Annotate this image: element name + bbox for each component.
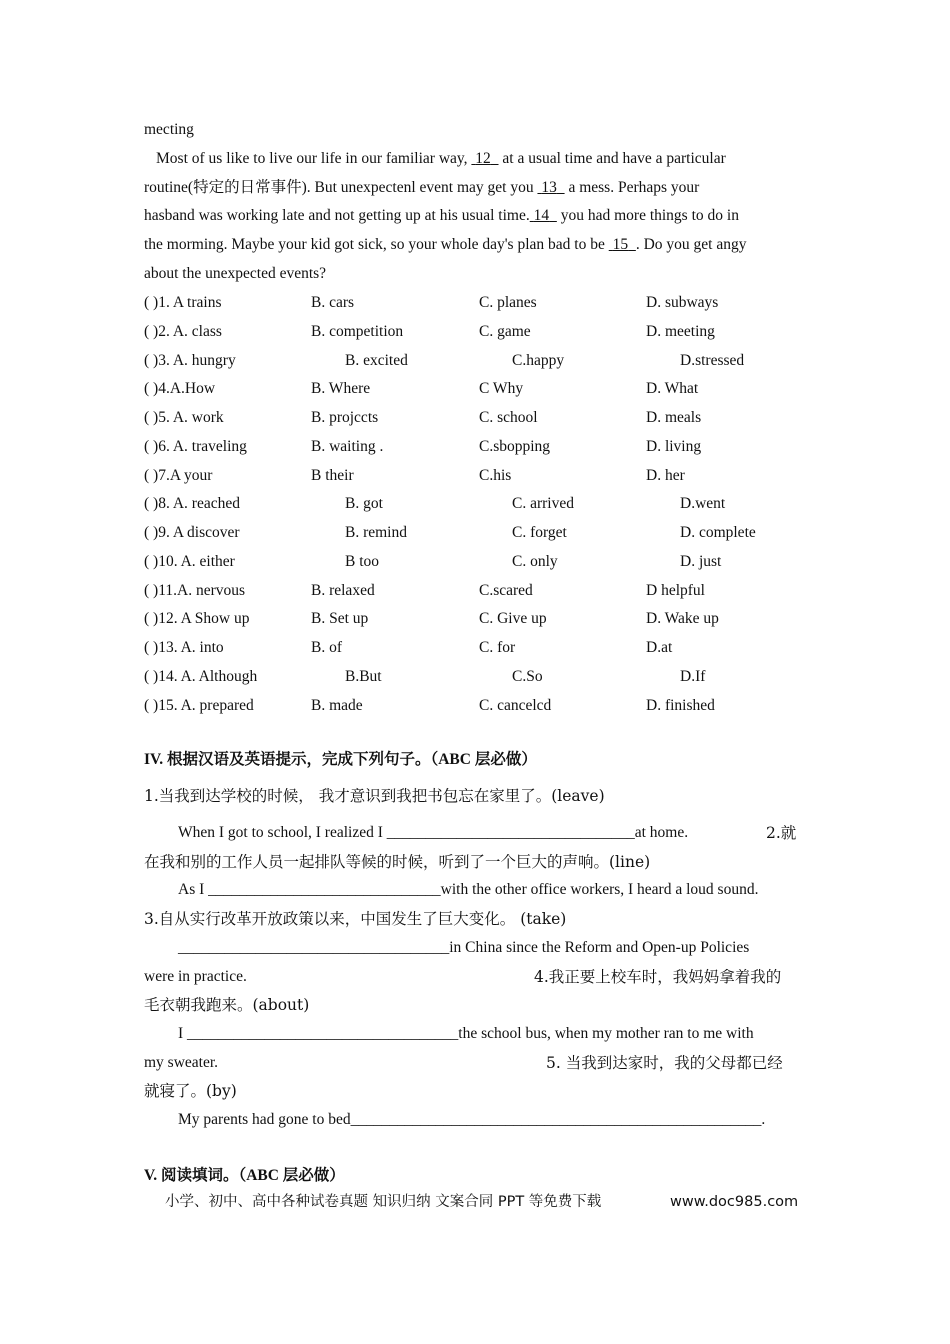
sentence-answer-line: I ___________________________________the school bus, when my mother ran to me with bbox=[178, 1025, 754, 1042]
option-c: C.sbopping bbox=[479, 437, 551, 455]
option-c: C.scared bbox=[479, 581, 533, 599]
sentence-prompt: 1.当我到达学校的时候， 我才意识到我把书包忘在家里了。(leave) bbox=[144, 787, 605, 805]
passage-line: hasband was working late and not getting up at his usual time. 14 you had more things to do in bbox=[144, 207, 739, 224]
sentence-answer-line: my sweater. bbox=[144, 1054, 219, 1071]
question-number-option-a: ( )2. A. class bbox=[144, 322, 222, 340]
option-c: C.happy bbox=[512, 351, 565, 369]
option-b: B. made bbox=[311, 696, 363, 714]
option-d: D. meals bbox=[646, 409, 702, 426]
option-c: C. forget bbox=[512, 524, 567, 541]
option-d: D.If bbox=[680, 667, 706, 685]
option-d: D. just bbox=[680, 552, 722, 570]
section-heading: V. 阅读填词。（ABC 层必做） bbox=[144, 1167, 345, 1184]
option-d: D.went bbox=[680, 495, 726, 513]
sentence-prompt: 毛衣朝我跑来。(about) bbox=[144, 996, 310, 1014]
question-number-option-a: ( )12. A Show up bbox=[144, 610, 250, 628]
option-c: C.his bbox=[479, 466, 512, 484]
option-b: B. remind bbox=[345, 524, 407, 541]
option-b: B. Set up bbox=[311, 610, 369, 628]
option-b: B. projccts bbox=[311, 409, 379, 426]
option-b: B. relaxed bbox=[311, 581, 375, 599]
sentence-prompt: 5. 当我到达家时，我的父母都已经 bbox=[546, 1054, 783, 1072]
option-b: B. waiting . bbox=[311, 437, 384, 455]
sentence-answer-line: ___________________________________in China since the Reform and Open-up Policies bbox=[178, 939, 750, 956]
question-number-option-a: ( )6. A. traveling bbox=[144, 437, 247, 455]
option-b: B.But bbox=[345, 667, 382, 685]
option-c: C Why bbox=[479, 380, 524, 398]
option-d: D helpful bbox=[646, 581, 705, 599]
option-d: D. finished bbox=[646, 696, 715, 714]
passage-line: Most of us like to live our life in our familiar way, 12 at a usual time and have a particular bbox=[156, 150, 726, 167]
option-d: D. living bbox=[646, 437, 702, 455]
footer-url: www.doc985.com bbox=[670, 1194, 799, 1210]
option-b: B too bbox=[345, 552, 380, 570]
question-number-option-a: ( )3. A. hungry bbox=[144, 351, 236, 369]
option-b: B. excited bbox=[345, 351, 408, 369]
sentence-answer-line: When I got to school, I realized I ________________________________at home. bbox=[178, 824, 689, 841]
sentence-prompt: 就寝了。(by) bbox=[144, 1082, 237, 1100]
option-d: D. meeting bbox=[646, 322, 715, 340]
option-d: D.at bbox=[646, 639, 673, 656]
question-number-option-a: ( )10. A. either bbox=[144, 552, 235, 570]
sentence-answer-line: As I ______________________________with the other office workers, I heard a loud sound. bbox=[178, 881, 759, 898]
option-c: C. arrived bbox=[512, 495, 574, 513]
question-number-option-a: ( )4.A.How bbox=[144, 380, 216, 398]
option-d: D.stressed bbox=[680, 351, 745, 369]
option-c: C. game bbox=[479, 322, 531, 340]
option-b: B. of bbox=[311, 639, 342, 656]
option-b: B. cars bbox=[311, 294, 355, 311]
question-number-option-a: ( )7.A your bbox=[144, 466, 213, 484]
sentence-prompt: 4.我正要上校车时，我妈妈拿着我的 bbox=[534, 968, 782, 986]
sentence-prompt: 2.就 bbox=[766, 824, 797, 842]
option-b: B their bbox=[311, 466, 354, 484]
question-number-option-a: ( )8. A. reached bbox=[144, 495, 240, 513]
footer-text: 小学、初中、高中各种试卷真题 知识归纳 文案合同 PPT 等免费下载 bbox=[165, 1194, 602, 1210]
question-number-option-a: ( )15. A. prepared bbox=[144, 696, 254, 714]
option-d: D. complete bbox=[680, 524, 756, 541]
option-b: B. competition bbox=[311, 322, 404, 340]
question-number-option-a: ( )1. A trains bbox=[144, 294, 222, 311]
passage-line: the morming. Maybe your kid got sick, so your whole day's plan bad to be 15 . Do you get angy bbox=[144, 236, 747, 253]
question-number-option-a: ( )13. A. into bbox=[144, 639, 224, 656]
section-heading: IV. 根据汉语及英语提示，完成下列句子。（ABC 层必做） bbox=[144, 751, 537, 768]
option-b: B. Where bbox=[311, 380, 371, 398]
passage-line: mecting bbox=[144, 121, 194, 138]
option-c: C. school bbox=[479, 409, 538, 426]
blank-13: 13 bbox=[541, 179, 557, 196]
sentence-prompt: 3.自从实行改革开放政策以来，中国发生了巨大变化。 (take) bbox=[144, 910, 567, 928]
question-number-option-a: ( )9. A discover bbox=[144, 524, 240, 541]
passage-line: routine(特定的日常事件). But unexpectenl event may get you 13 a mess. Perhaps your bbox=[144, 179, 700, 196]
passage-line: about the unexpected events? bbox=[144, 265, 327, 282]
option-b: B. got bbox=[345, 495, 383, 513]
option-d: D. subways bbox=[646, 294, 719, 311]
question-number-option-a: ( )14. A. Although bbox=[144, 667, 258, 685]
blank-14: 14 bbox=[533, 207, 550, 224]
option-c: C. planes bbox=[479, 294, 537, 311]
option-d: D. Wake up bbox=[646, 610, 719, 628]
option-c: C.So bbox=[512, 667, 543, 685]
question-number-option-a: ( )5. A. work bbox=[144, 409, 224, 426]
option-c: C. only bbox=[512, 552, 558, 570]
sentence-answer-line: My parents had gone to bed_____________________________________________________. bbox=[178, 1111, 766, 1128]
question-number-option-a: ( )11.A. nervous bbox=[144, 581, 246, 599]
sentence-prompt: 在我和别的工作人员一起排队等候的时候，听到了一个巨大的声响。(line) bbox=[144, 853, 651, 871]
option-c: C. for bbox=[479, 639, 516, 656]
blank-15: 15 bbox=[612, 236, 629, 253]
sentence-answer-line: were in practice. bbox=[144, 968, 247, 985]
option-c: C. Give up bbox=[479, 610, 547, 628]
blank-12: 12 bbox=[475, 150, 491, 167]
option-d: D. What bbox=[646, 380, 699, 398]
option-d: D. her bbox=[646, 466, 685, 484]
option-c: C. cancelcd bbox=[479, 696, 552, 714]
